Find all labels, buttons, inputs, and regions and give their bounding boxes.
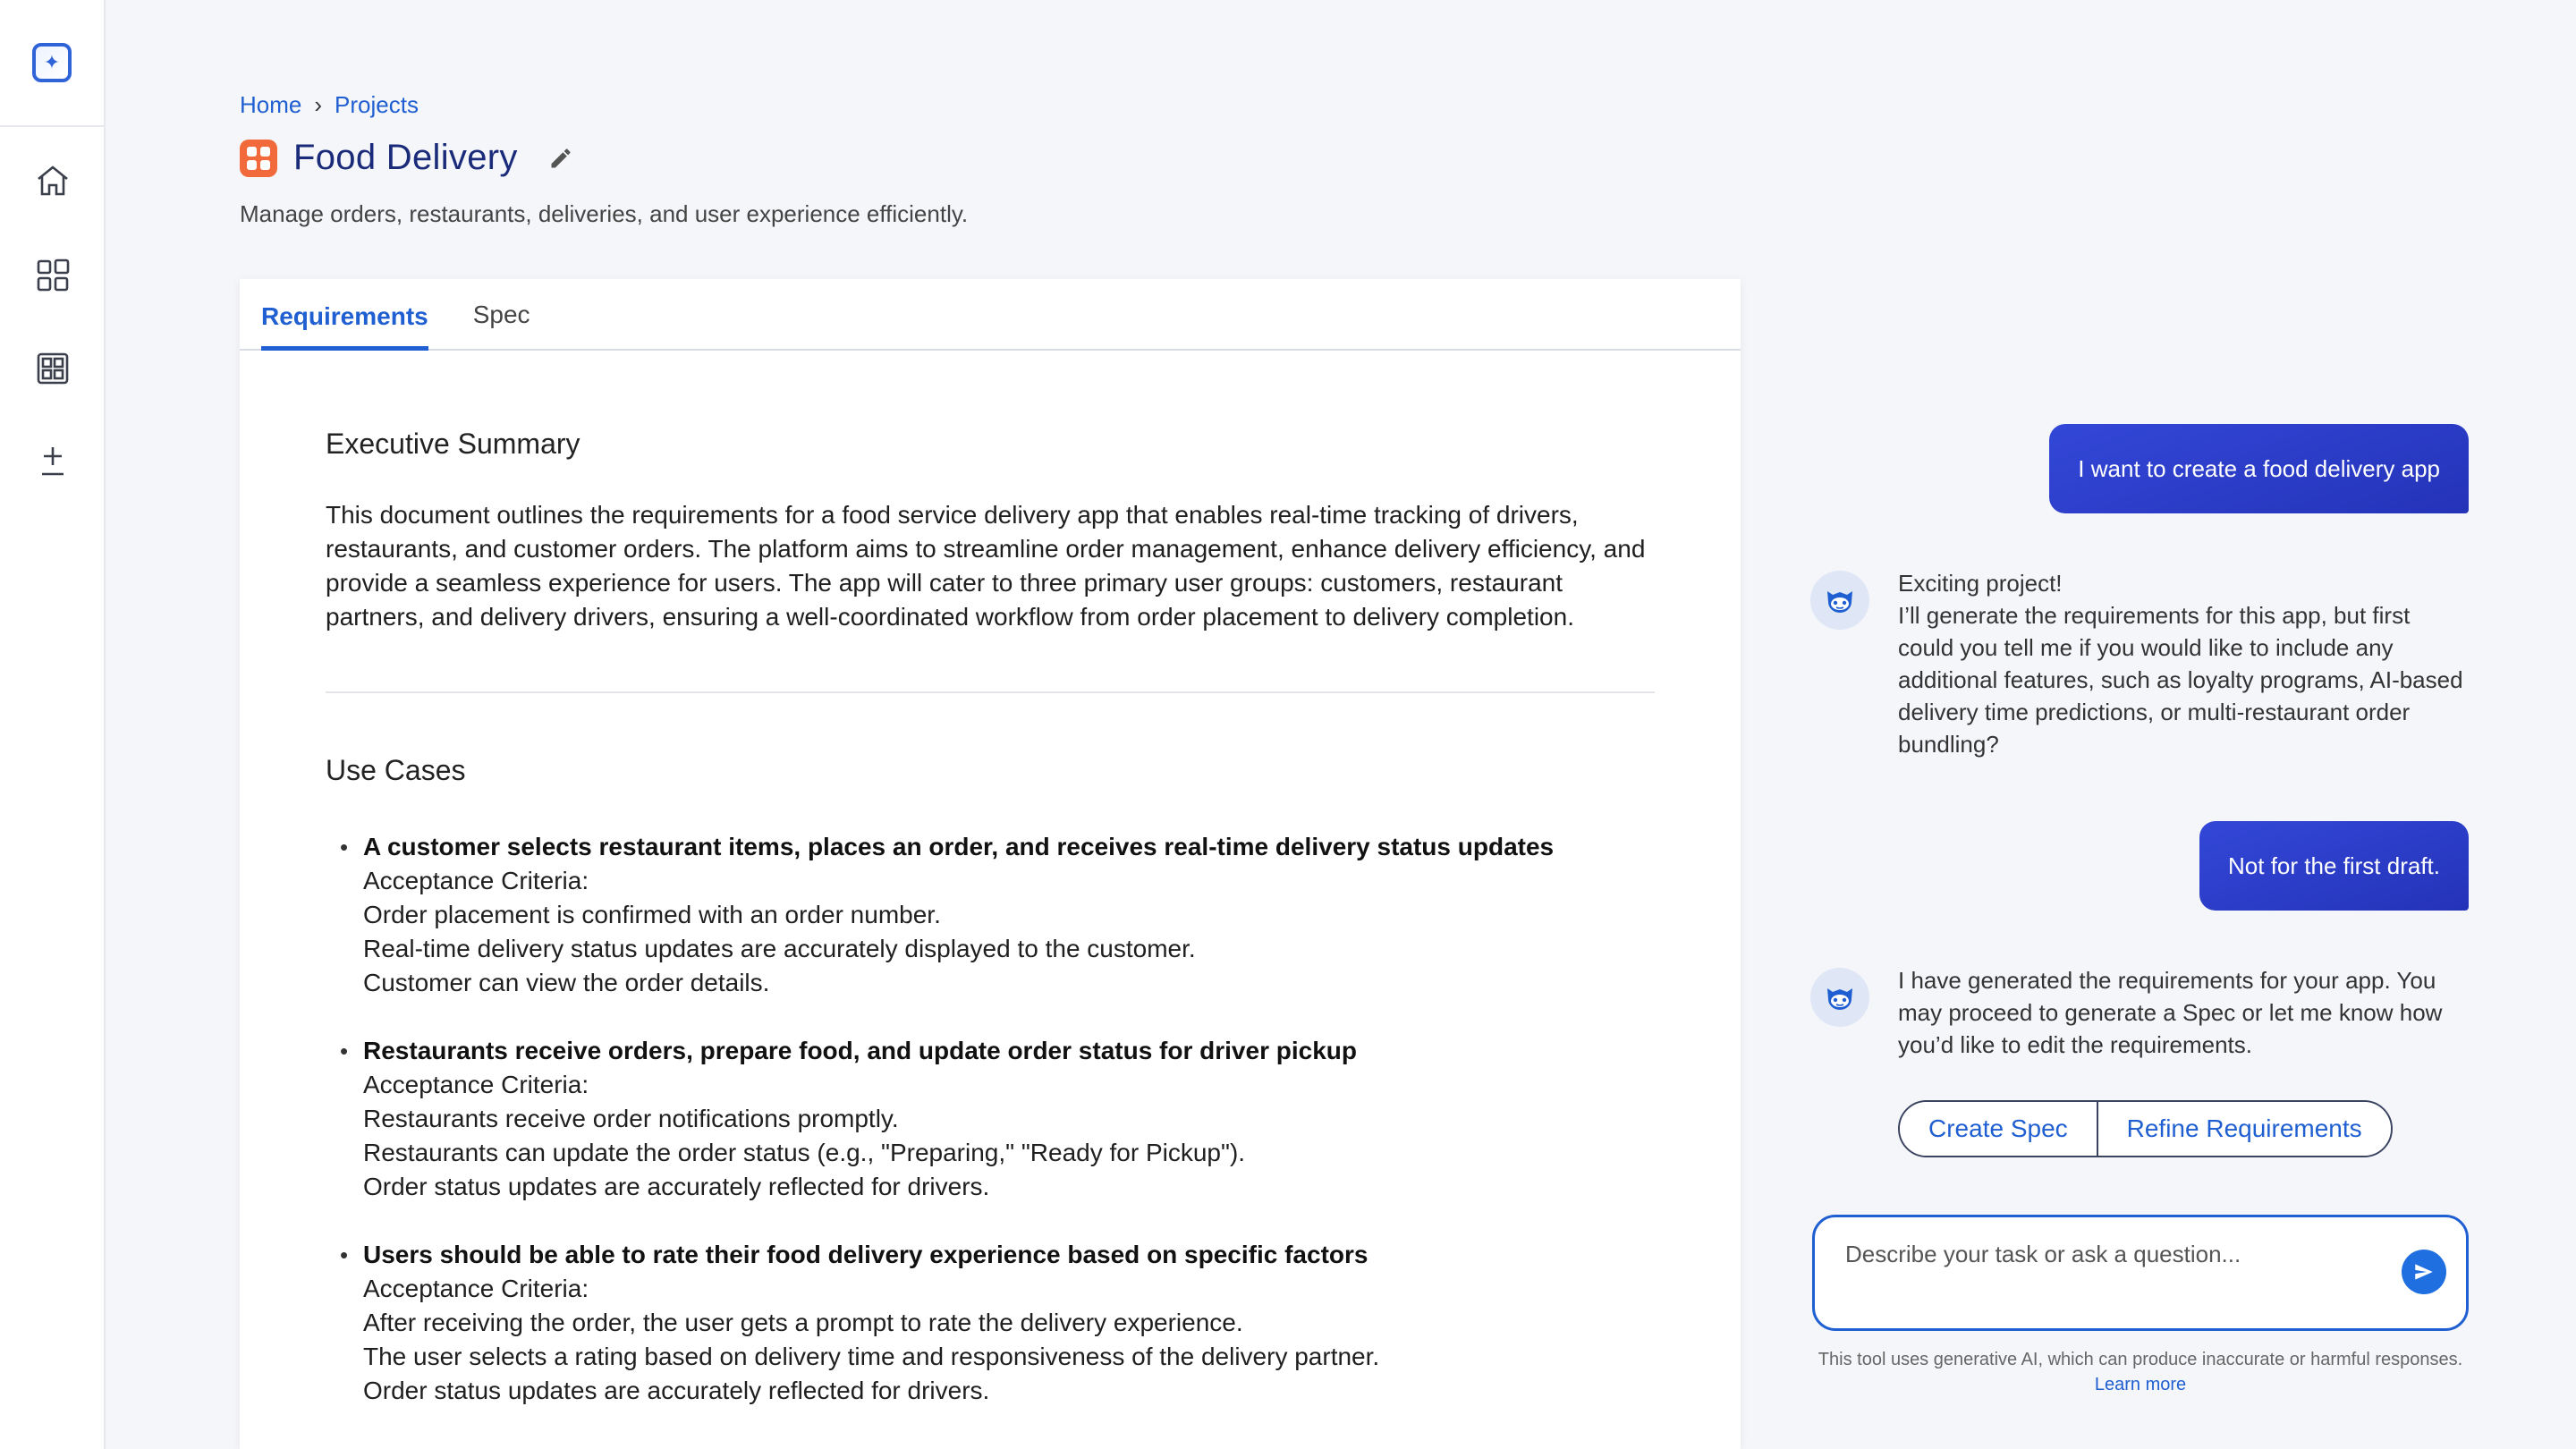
pencil-icon[interactable]: [548, 146, 573, 171]
sidebar-item-add[interactable]: [0, 426, 106, 497]
plus-minus-icon: [33, 442, 72, 481]
sidebar-item-apps[interactable]: [0, 333, 106, 404]
sidebar-item-home[interactable]: [0, 145, 106, 216]
bot-message-line: I’ll generate the requirements for this app, but first could you tell me if you would like to include any additional features, such as loyalty programs, AI-based delivery time predictions, or multi-restaurant order bundling?: [1898, 602, 2463, 758]
executive-summary-heading: Executive Summary: [326, 428, 580, 460]
ai-disclaimer: [1812, 1347, 2469, 1397]
criteria-line: Customer can view the order details.: [363, 969, 770, 996]
project-icon: [240, 140, 277, 177]
criteria-line: Restaurants can update the order status (e.g., "Preparing," "Ready for Pickup").: [363, 1139, 1246, 1166]
sparkle-logo-icon[interactable]: ✦: [32, 43, 72, 82]
sidebar-item-projects[interactable]: [0, 240, 106, 311]
tab-bar: [240, 279, 1741, 351]
left-sidebar: [0, 0, 106, 1449]
bot-message: [1810, 968, 2470, 1061]
list-item: [326, 1238, 1655, 1408]
tab-spec[interactable]: Spec: [472, 301, 530, 328]
document-panel: [240, 279, 1741, 1449]
bot-message-line: Exciting project!: [1898, 570, 2063, 597]
send-button[interactable]: [2402, 1250, 2446, 1294]
chevron-right-icon: ›: [314, 91, 323, 118]
home-icon: [33, 161, 72, 200]
criteria-line: After receiving the order, the user gets a prompt to rate the delivery experience.: [363, 1309, 1243, 1336]
criteria-line: Order placement is confirmed with an order number.: [363, 901, 941, 928]
use-case-list: [326, 830, 1655, 1408]
list-item: [326, 830, 1655, 1000]
breadcrumb: [240, 91, 419, 119]
use-case-title: • Restaurants receive orders, prepare food, and update order status for driver pickup: [363, 1037, 1357, 1064]
create-spec-button[interactable]: Create Spec: [1900, 1102, 2097, 1156]
criteria-line: The user selects a rating based on delivery time and responsiveness of the delivery partner.: [363, 1343, 1380, 1370]
apps-grid-icon: [33, 349, 72, 388]
breadcrumb-projects[interactable]: Projects: [335, 91, 419, 118]
projects-icon: [33, 256, 72, 295]
use-case-title: • A customer selects restaurant items, places an order, and receives real-time delivery status updates: [363, 833, 1555, 860]
title-row: [240, 138, 573, 178]
send-icon: [2412, 1260, 2436, 1284]
bot-message: [1810, 571, 2470, 760]
user-message: Not for the first draft.: [2199, 821, 2469, 911]
page-subtitle: Manage orders, restaurants, deliveries, and user experience efficiently.: [240, 200, 969, 227]
chat-input[interactable]: [1845, 1241, 2382, 1268]
user-message: I want to create a food delivery app: [2049, 424, 2469, 513]
bot-avatar-icon: [1810, 968, 1869, 1027]
breadcrumb-home[interactable]: Home: [240, 91, 302, 118]
criteria-line: Order status updates are accurately reflected for drivers.: [363, 1173, 990, 1200]
logo-area: [0, 0, 104, 127]
criteria-line: Order status updates are accurately reflected for drivers.: [363, 1377, 990, 1404]
chat-input-box: [1812, 1215, 2469, 1331]
bot-message-text: [1898, 567, 2470, 760]
criteria-label: Acceptance Criteria:: [363, 867, 589, 894]
document-body: [240, 428, 1741, 1408]
list-item: [326, 1034, 1655, 1204]
refine-requirements-button[interactable]: Refine Requirements: [2097, 1102, 2391, 1156]
tab-requirements[interactable]: Requirements: [261, 302, 428, 351]
divider: [326, 691, 1655, 693]
criteria-line: Real-time delivery status updates are accurately displayed to the customer.: [363, 935, 1196, 962]
use-cases-heading: Use Cases: [326, 754, 466, 786]
criteria-label: Acceptance Criteria:: [363, 1071, 589, 1098]
learn-more-link[interactable]: Learn more: [2094, 1375, 2187, 1394]
criteria-label: Acceptance Criteria:: [363, 1275, 589, 1302]
bot-message-text: I have generated the requirements for your app. You may proceed to generate a Spec or let me know how you’d like to edit the requirements.: [1898, 967, 2443, 1058]
criteria-line: Restaurants receive order notifications promptly.: [363, 1105, 899, 1132]
disclaimer-text: This tool uses generative AI, which can produce inaccurate or harmful responses.: [1818, 1350, 2463, 1369]
bot-avatar-icon: [1810, 571, 1869, 630]
page-title: Food Delivery: [293, 138, 518, 177]
executive-summary-text: This document outlines the requirements for a food service delivery app that enables real-time tracking of drivers, restaurants, and customer orders. The platform aims to streamline order management, enhance delivery efficiency, and provide a seamless experience for users. The app will cater to three primary user groups: customers, restaurant partners, and delivery drivers, ensuring a well-coordinated workflow from order placement to delivery completion.: [326, 501, 1646, 631]
action-button-group: [1898, 1100, 2393, 1157]
use-case-title: • Users should be able to rate their food delivery experience based on specific factors: [363, 1241, 1368, 1268]
